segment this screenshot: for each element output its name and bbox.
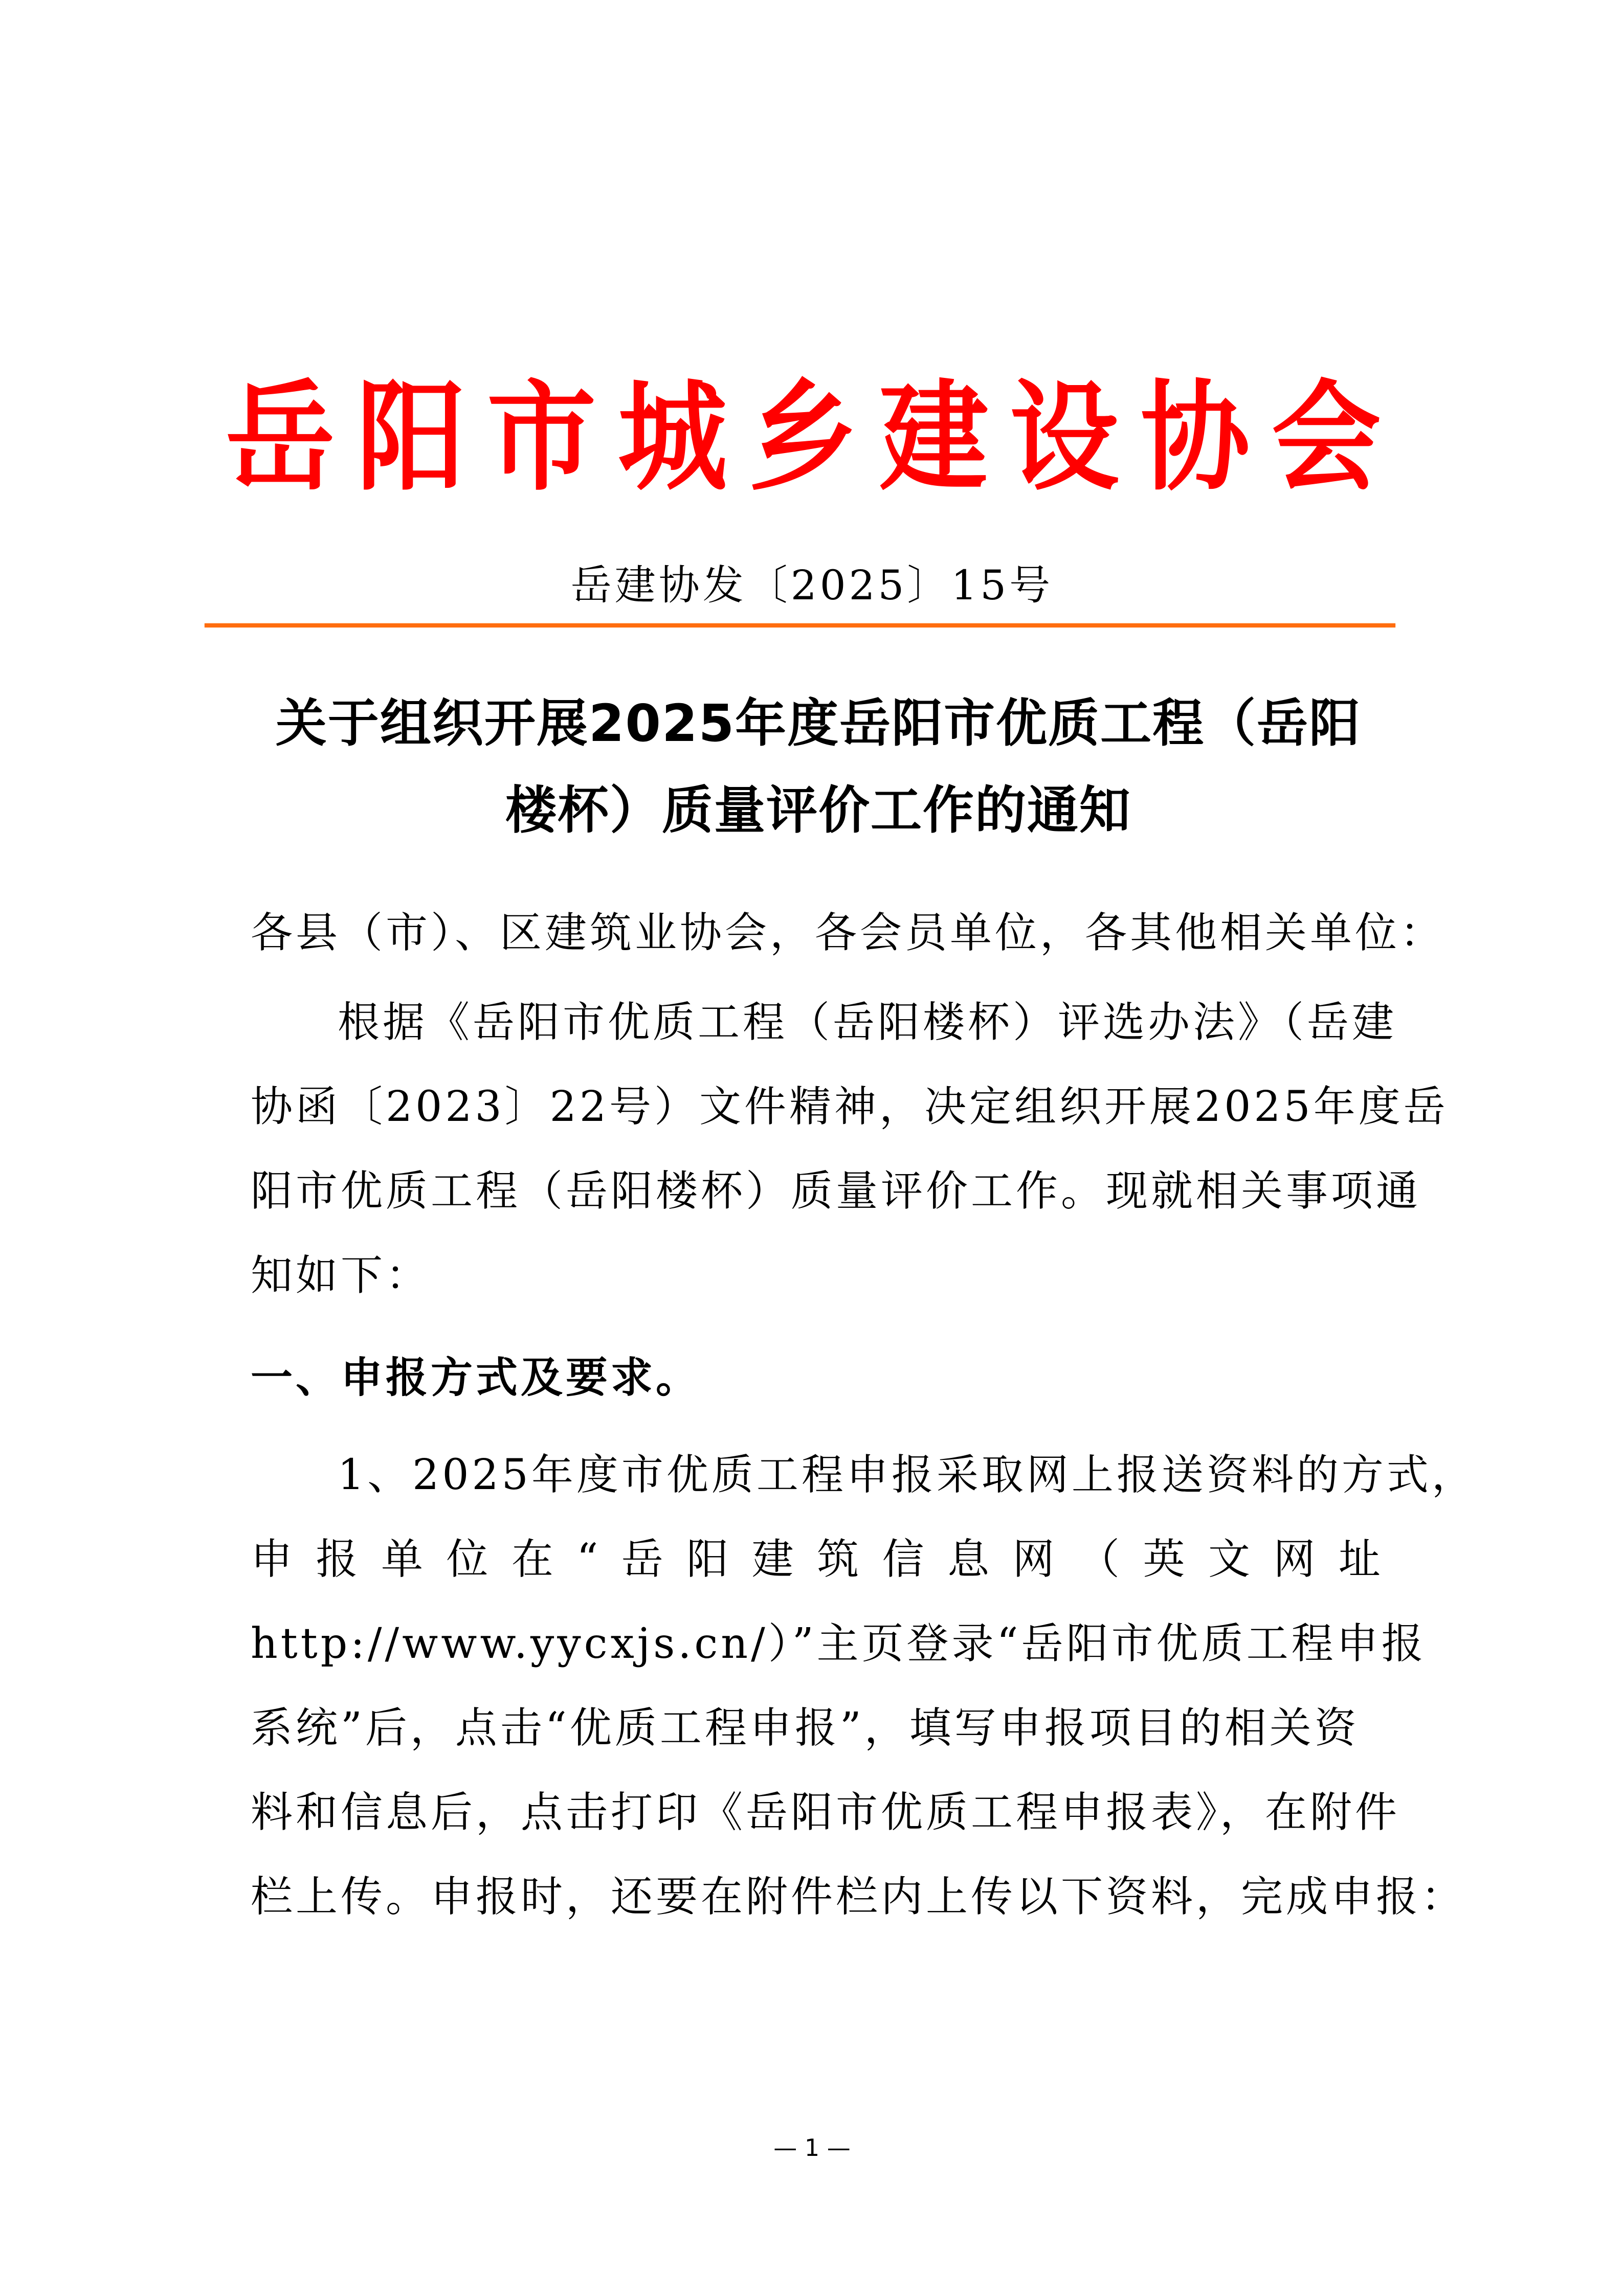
intro-paragraph-line: 知如下： [251, 1251, 431, 1300]
justified-char: 址 [1338, 1535, 1384, 1584]
letterhead-organization-name [215, 368, 1391, 506]
letterhead-char: 设 [1010, 367, 1119, 507]
item-1-line-justified [251, 1532, 1384, 1588]
justified-char: 阳 [686, 1535, 732, 1584]
document-title-line-2: 楼杯）质量评价工作的通知 [505, 780, 1131, 840]
justified-char: 岳 [621, 1535, 666, 1584]
justified-char: 筑 [817, 1535, 862, 1584]
justified-char: 网 [1273, 1535, 1319, 1584]
justified-char: 英 [1143, 1535, 1188, 1584]
justified-char: 网 [1012, 1535, 1058, 1584]
document-title-line-1: 关于组织开展2025年度岳阳市优质工程（岳阳 [275, 693, 1362, 753]
item-1-line: 栏上传。申报时，还要在附件栏内上传以下资料，完成申报： [251, 1873, 1466, 1921]
justified-char: 文 [1208, 1535, 1253, 1584]
page-number: — 1 — [773, 2134, 851, 2162]
justified-char: （ [1078, 1535, 1123, 1584]
letterhead-char: 岳 [226, 367, 335, 507]
salutation: 各县（市）、区建筑业协会，各会员单位，各其他相关单位： [251, 909, 1445, 957]
justified-char: 单 [381, 1535, 426, 1584]
letterhead-char: 城 [617, 367, 727, 507]
justified-char: 建 [751, 1535, 797, 1584]
justified-char: 申 [251, 1535, 296, 1584]
item-1-line: 料和信息后，点击打印《岳阳市优质工程申报表》，在附件 [251, 1788, 1400, 1837]
intro-paragraph-line: 协函〔2023〕22号）文件精神，决定组织开展2025年度岳 [251, 1083, 1449, 1131]
justified-char: “ [576, 1535, 602, 1584]
item-1-line: 1、2025年度市优质工程申报采取网上报送资料的方式， [338, 1451, 1477, 1499]
letterhead-char: 协 [1140, 367, 1250, 507]
intro-paragraph-line: 根据《岳阳市优质工程（岳阳楼杯）评选办法》（岳建 [338, 998, 1397, 1047]
justified-char: 报 [316, 1535, 361, 1584]
section-heading: 一、申报方式及要求。 [251, 1354, 701, 1402]
letterhead-char: 乡 [748, 367, 858, 507]
letterhead-char: 会 [1271, 367, 1381, 507]
justified-char: 息 [947, 1535, 993, 1584]
letterhead-char: 阳 [356, 367, 466, 507]
justified-char: 信 [882, 1535, 927, 1584]
item-1-line: 系统”后，点击“优质工程申报”，填写申报项目的相关资 [251, 1704, 1360, 1752]
intro-paragraph-line: 阳市优质工程（岳阳楼杯）质量评价工作。现就相关事项通 [251, 1167, 1421, 1215]
letterhead-char: 市 [487, 367, 596, 507]
letterhead-char: 建 [879, 367, 989, 507]
justified-char: 在 [511, 1535, 557, 1584]
document-number: 岳建协发〔2025〕15号 [570, 561, 1054, 609]
justified-char: 位 [446, 1535, 492, 1584]
item-1-line-with-url: http://www.yycxjs.cn/）”主页登录“岳阳市优质工程申报 [251, 1619, 1427, 1668]
header-divider [205, 623, 1395, 627]
